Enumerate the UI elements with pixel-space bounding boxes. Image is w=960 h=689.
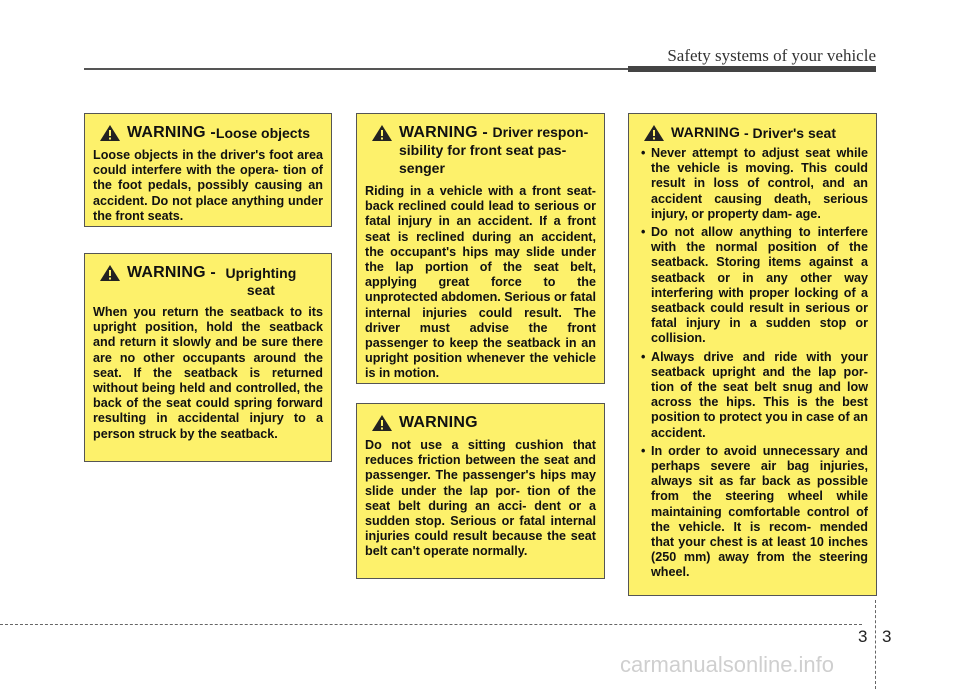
warning-box-sitting-cushion <box>356 403 605 579</box>
warning-heading <box>365 124 596 178</box>
warning-triangle-icon <box>99 124 121 142</box>
warning-subtitle: Driver respon- sibility for front seat pas- senger <box>399 124 589 176</box>
warning-bullet-list <box>637 146 868 581</box>
watermark: carmanualsonline.info <box>620 652 835 677</box>
warning-body: Riding in a vehicle with a front seat- back reclined could lead to serious or fatal injury in an accident. If a front seat is reclined during an accident, the occupant's hips may slide under the lap portion of the seat belt, applying great force to the unprotected abdomen. Serious or fatal internal injuries could result. The driver must advise the front passenger to keep the seatback in an upright position whenever the vehicle is in motion. <box>365 184 596 381</box>
warning-box-loose-objects <box>84 113 332 227</box>
warning-subtitle: Uprighting seat <box>225 265 297 298</box>
warning-body: Loose objects in the driver's foot area could interfere with the opera- tion of the foot pedals, possibly causing an accident. Do not place anything under the front seats. <box>93 148 323 223</box>
warning-heading <box>93 264 323 299</box>
warning-box-driver-responsibility <box>356 113 605 384</box>
list-item: • Never attempt to adjust seat while the vehicle is moving. This could result in loss of control, and an accident causing death, serious injury, or property dam- age. <box>637 146 868 222</box>
warning-triangle-icon <box>371 414 393 432</box>
warning-heading <box>365 414 596 432</box>
warning-word: WARNING - <box>399 124 493 141</box>
page-chapter-number: 3 <box>858 627 868 646</box>
warning-word: WARNING - <box>127 124 216 141</box>
warning-triangle-icon <box>371 124 393 142</box>
footer-rule <box>0 624 862 625</box>
list-item: • Do not allow anything to interfere with the normal position of the seatback. Storing items against a seatback or in any other way interfering with proper locking of a seatback could result in serious or fatal injury in a sudden stop or collision. <box>637 225 868 347</box>
warning-triangle-icon <box>99 264 121 282</box>
warning-heading <box>637 124 868 142</box>
list-item: • In order to avoid unnecessary and perhaps severe air bag injuries, always sit as far back as possible from the steering wheel while maintaining comfortable control of the vehicle. It is recom- mended that your chest is at least 10 inches (250 mm) away from the steering wheel. <box>637 444 868 581</box>
list-item: • Always drive and ride with your seatback upright and the lap por- tion of the seat belt snug and low across the hips. This is the best position to protect you in case of an accident. <box>637 350 868 441</box>
warning-word: WARNING <box>671 124 741 140</box>
warning-word: WARNING - <box>127 264 216 281</box>
warning-triangle-icon <box>643 124 665 142</box>
warning-body: When you return the seatback to its upright position, hold the seatback and return it slowly and be sure there are no other occupants around the seat. If the seatback is returned without being held and controlled, the back of the seat could spring forward resulting in accidental injury to a person struck by the seatback. <box>93 305 323 441</box>
warning-box-uprighting-seat <box>84 253 332 462</box>
page-header-title: Safety systems of your vehicle <box>667 46 876 65</box>
page-number: 3 <box>882 627 892 646</box>
warning-heading <box>93 124 323 142</box>
warning-body: Do not use a sitting cushion that reduces friction between the seat and passenger. The passenger's hips may slide under the lap por- tion of the seat belt during an acci- dent or a sudden stop. Serious or fatal internal injuries could result because the seat belt can't operate normally. <box>365 438 596 559</box>
warning-box-drivers-seat <box>628 113 877 596</box>
warning-subtitle: - Driver's seat <box>740 125 836 141</box>
warning-subtitle: Loose objects <box>215 125 311 141</box>
header-rule-accent <box>628 66 876 72</box>
footer-divider <box>875 600 876 689</box>
warning-word: WARNING <box>399 414 478 431</box>
